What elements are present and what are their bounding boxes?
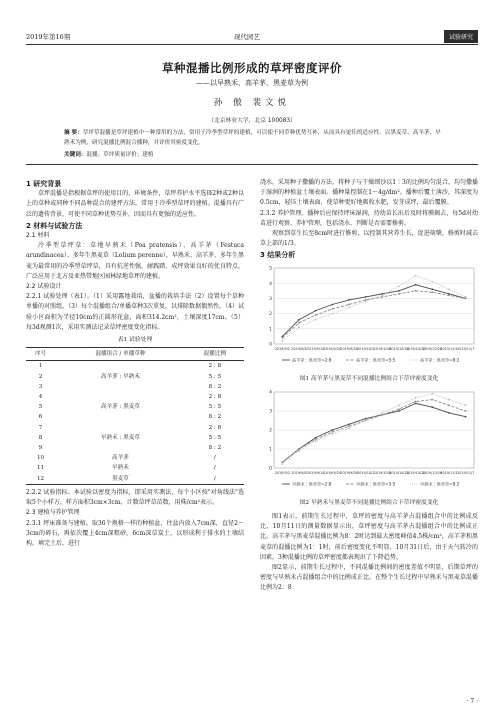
data-point [431,291,433,293]
data-point [381,412,383,414]
figure-2-line-chart [260,388,478,496]
keywords-label: 关键词： [64,152,87,158]
data-point [398,404,400,406]
data-point [415,274,417,276]
data-point [348,425,350,427]
table-cell [55,382,186,392]
x-tick-label: 2019/10/26 [422,470,443,475]
table-header-cell: 混播比例 [186,348,244,361]
data-point [281,337,283,339]
x-tick-label: 2019/10/2 [356,346,375,351]
table-cell: / [213,465,216,472]
data-point [415,283,417,285]
figure-1-caption: 图1 高羊茅与黑麦草不同混播比例组合下草坪密度变化 [299,375,439,382]
data-point [465,404,467,406]
data-point [381,294,383,296]
table-row [26,372,244,382]
x-tick-label: 2019/10/2 [356,470,375,475]
x-tick-label: 2019/11/1 [440,346,458,351]
x-tick-label: 2019/9/26 [340,470,358,475]
data-point [315,314,317,316]
x-tick-label: 2019/10/20 [405,470,426,475]
table-cell: 5 : 5 [208,373,222,380]
data-point [431,393,433,395]
section-1-heading: 1 研究背景 [26,180,62,188]
table-cell: 8 : 2 [208,383,222,390]
table-row [26,412,244,422]
data-point [298,450,300,452]
data-point [298,318,300,320]
table-row [26,474,244,485]
figure-2-caption: 图2 早熟禾与黑麦草不同混播比例组合下草坪密度变化 [299,499,439,506]
data-point [331,429,333,431]
table-cell: 8 : 2 [208,445,222,452]
table-cell: 2 : 8 [208,424,222,431]
data-point [431,280,433,282]
data-point [448,399,450,401]
series-line [282,394,465,464]
data-point [398,410,400,412]
keywords-text: 混播；草坪质量评价；建植 [86,152,154,158]
data-point [298,326,300,328]
x-tick-label: 2019/11/7 [456,346,475,351]
section-2-1-paragraph: 冷季型草坪草：草地早熟禾（Poa pratensis）、高羊茅（Festuca arundinacea）、多年生黑麦草（Lolium perenne），早熟禾、高羊茅、多年生黑麦为最常用的冷季型草坪草，具有抗逆性强、耐践踏、成坪效果良好的优良特点，广泛应用于北方及亚热带地区园林绿地草坪的建植。 [26,242,244,280]
data-point [398,293,400,295]
y-tick-label: 5 [269,266,272,272]
legend-label: 高羊茅 : 黑麦草=2:8 [292,357,332,363]
x-tick-label: 2019/9/2 [274,470,290,475]
x-tick-label: 2019/10/14 [389,470,409,475]
table-caption: 表1 试验处理 [117,337,153,344]
plot-frame [274,268,474,344]
y-tick-label: 2 [269,428,272,434]
abstract-label: 摘 要： [64,130,83,136]
table-cell: 9 [38,445,43,452]
data-point [331,308,333,310]
x-tick-label: 2019/11/1 [440,470,458,475]
section-2-1-heading: 2.1 材料 [26,232,50,240]
data-point [331,312,333,314]
table-cell: 10 [37,455,45,462]
legend-label: 早熟禾 : 黑麦草=5:5 [356,481,396,487]
y-tick-label: 3 [269,409,272,415]
mowing-paragraph: 观察到草生长至8cm时进行修剪，以控制其营养生长，促进萌蘖，修剪时减去草上部的1/3。 [260,230,478,248]
data-point [298,321,300,323]
data-point [431,399,433,401]
x-tick-label: 2019/9/26 [340,346,358,351]
table-cell [55,392,186,402]
data-point [465,410,467,412]
data-point [281,340,283,342]
data-point [331,433,333,435]
data-point [448,294,450,296]
table-cell: 3 [38,383,43,390]
table-cell: 6 [38,414,43,421]
data-point [348,306,350,308]
y-tick-label: 4 [269,281,272,287]
x-tick-label: 2019/9/20 [323,346,342,351]
table-cell: / [213,455,216,462]
section-badge: 试验研究 [444,30,478,43]
table-cell: 5 : 5 [208,404,222,411]
data-point [365,300,367,302]
y-tick-label: 1 [269,447,272,453]
figure-2-discussion: 图2显示，前期生长过程中，不同混播比例间的密度差值不明显，后期草坪的密度与早熟禾占混播组合中的比例成正比。在整个生长过程中早熟禾与黑麦草混播比例为2：8 [260,564,478,592]
table-row [26,382,244,392]
abstract-text: 草坪草混播是草坪建植中一种常用的方法，常用于冷季型草坪的建植，可以使不同草种优势互补，从而具有更佳的适应性。以黑麦草、高羊茅、早熟禾为例，研究混播比例混合播种，并评价其密度变化。 [64,130,441,146]
data-point [331,303,333,305]
data-point [365,419,367,421]
table-cell: 12 [26,474,55,485]
data-point [465,416,467,418]
table-header-cell: 混播组合 / 单播草种 [55,348,186,361]
data-point [281,463,283,465]
data-point [398,285,400,287]
section-2-3-2-paragraph: 2.3.2 养护管理。播种后应保持坪床湿润，待幼苗长出后及时将膜揭去，每5d对幼苗进行观察、养护管理，包括浇水、判断是否需要修剪。 [260,209,478,227]
data-point [348,423,350,425]
table-header-cell: 序号 [26,348,55,361]
table-row [26,402,244,412]
table-cell: 8 : 2 [208,414,222,421]
data-point [448,404,450,406]
table-cell: 高羊茅 : 早熟禾 [100,373,140,380]
x-tick-label: 2019/10/8 [373,346,392,351]
table-cell: 高羊茅 : 黑麦草 [100,404,140,411]
data-point [365,296,367,298]
authors: 孙 傲 裴文悦 [214,98,290,108]
table-cell: 高羊茅 [112,455,129,462]
data-point [398,290,400,292]
figure-1-line-chart [260,264,478,372]
y-tick-label: 0 [269,342,272,348]
table-cell: 2 : 8 [208,394,222,401]
x-tick-label: 2019/11/7 [456,470,475,475]
table-cell [55,361,186,372]
data-point [398,408,400,410]
x-tick-label: 2019/10/14 [389,346,409,351]
series-line [282,290,465,337]
series-line [282,403,465,462]
data-point [415,400,417,402]
data-point [281,461,283,463]
section-2-2-1-paragraph: 2.2.1 试验处理（表1）。（1）采用露地栽培，盆播的栽培手法（2）设置每个草种单播的对照组。（3）每个混播组合/单播草种3次重复，以排除数据偶然性。（4）试验小区面积为半径10cm的正圆形花盆，面积314.2cm²，土壤深度17cm。（5）每3d观测1次，采用实测法记录草坪密度变化指标。 [26,293,244,331]
legend-label: 高羊茅 : 黑麦草=5:5 [356,357,396,363]
table-row [26,453,244,463]
keywords [64,150,444,158]
continued-paragraph: 浇水，采用种子撒播的方法，将种子与干燥细沙以1∶3的比例均匀混合，均匀撒播于湿润的种植盆土壤表面。播种量控制在1～4g/dm²。播种后覆土薄沙，其深度为0.5cm，轻压土壤表面，使草种更好地吸收水肥，发芽成坪，最后覆膜。 [260,179,478,207]
legend-label: 早熟禾 : 黑麦草=2:8 [292,481,332,487]
data-point [348,299,350,301]
data-point [315,309,317,311]
data-point [448,288,450,290]
y-tick-label: 1 [269,327,272,333]
running-header [26,30,478,42]
table-cell: 8 [38,434,43,441]
section-2-2-heading: 2.2 试验设计 [26,283,62,291]
table-cell: 早熟禾 : 黑麦草 [100,434,140,441]
table-cell: 2 : 8 [208,363,222,370]
figure-1-discussion: 图1表示，前期生长过程中，草坪的密度与高羊茅占混播组合中的比例成反比，10月11日的测量数据显示出，草坪密度与高羊茅占混播组合中的比例成正比。高羊茅与黑麦草混播比例为8：2时达到最大密度峰值4.5株/cm²，高羊茅和黑麦草的混播比例为1：1时，前后密度变化不明显，10月31日后，由于天气转冷的因素，3种混播比例的草坪密度都表现出了下降趋势。 [260,513,478,561]
table-cell [55,412,186,422]
y-tick-label: 4 [269,390,272,396]
table-cell [55,443,186,453]
table-cell: 7 [38,424,43,431]
data-point [415,397,417,399]
article-subtitle: ——以早熟禾、高羊茅、黑麦草为例 [196,79,308,87]
x-tick-label: 2019/9/2 [274,346,290,351]
section-1-paragraph: 草坪混播是指根据草坪的使用目的、环境条件，草坪养护水平选择2种或2种以上的草种或同种不同品种混合的建坪方法，常用于冷季型草坪的建植。混播具有广泛的遗传背景，可使不同草种优势互补，因而具有更强的适应性。 [26,190,244,218]
table-row [26,423,244,433]
x-tick-label: 2019/9/14 [306,470,325,475]
legend-label: 高羊茅 : 黑麦草=8:2 [420,357,460,363]
table-row [26,392,244,402]
data-point [315,440,317,442]
data-point [365,418,367,420]
treatment-table [26,347,244,485]
table-cell: 1 [38,363,43,370]
affiliation: （北京林业大学，北京 100083） [208,118,296,124]
y-tick-label: 3 [269,296,272,302]
data-point [415,402,417,404]
table-cell: 4 [38,394,43,401]
x-tick-label: 2019/10/26 [422,346,443,351]
section-2-3-1-paragraph: 2.3.1 坪床准备与建植。取36个规格一样的种植盆，往盆内放入7cm深，直径2～3cm的碎石，再依次覆上4cm深粗砂，6cm深草炭土，以形成利于排水的土壤结构。填完土后，进行 [26,519,244,547]
table-cell: 早熟禾 [112,465,129,472]
table-cell: 黑麦草 [55,474,186,485]
x-tick-label: 2019/9/14 [306,346,325,351]
data-point [315,437,317,439]
page-number: · 7 · [466,698,478,705]
left-column [26,178,244,549]
header-rule [26,44,478,45]
issue-number: 2019年第16期 [26,33,71,41]
data-point [331,431,333,433]
data-point [315,438,317,440]
y-tick-label: 2 [269,311,272,317]
table-row [26,361,244,372]
table-cell: 11 [37,465,45,472]
data-point [448,412,450,414]
data-point [431,288,433,290]
x-tick-label: 2019/9/8 [291,470,307,475]
table-cell: 5 [38,404,43,411]
table-cell: 5 : 5 [208,434,222,441]
table-row [26,463,244,473]
section-2-2-2-paragraph: 2.2.2 试验指标。本试验以密度为指标，即采用实测法，每个小区按"对角线法"选取5个小样方，样方面积3cm×3cm，计数草坪草苗数，用株/cm²表示。 [26,488,244,507]
data-point [298,448,300,450]
x-tick-label: 2019/10/20 [405,346,426,351]
abstract [64,128,444,148]
data-point [381,414,383,416]
data-point [465,296,467,298]
data-point [348,427,350,429]
y-tick-label: 0 [269,466,272,472]
article-title: 草种混播比例形成的草坪密度评价 [162,61,342,75]
table-cell [55,423,186,433]
x-tick-label: 2019/9/20 [323,470,342,475]
x-tick-label: 2019/10/8 [373,470,392,475]
data-point [348,303,350,305]
data-point [315,318,317,320]
section-2-3-heading: 2.3 建植与养护管理 [26,509,80,517]
data-point [415,290,417,292]
right-column [260,178,478,594]
table-header-row [26,348,244,361]
section-3-heading: 3 结果分析 [260,251,296,260]
table-cell: / [186,474,244,485]
table-row [26,443,244,453]
section-2-heading: 2 材料与试验方法 [26,221,83,230]
table-cell: 2 [38,373,43,380]
series-line [282,275,465,340]
x-tick-label: 2019/9/8 [291,346,307,351]
legend-label: 早熟禾 : 黑麦草=8:2 [420,481,460,487]
table-row [26,433,244,443]
data-point [431,406,433,408]
abstract-rule [26,164,478,165]
journal-name: 现代园艺 [234,33,260,41]
